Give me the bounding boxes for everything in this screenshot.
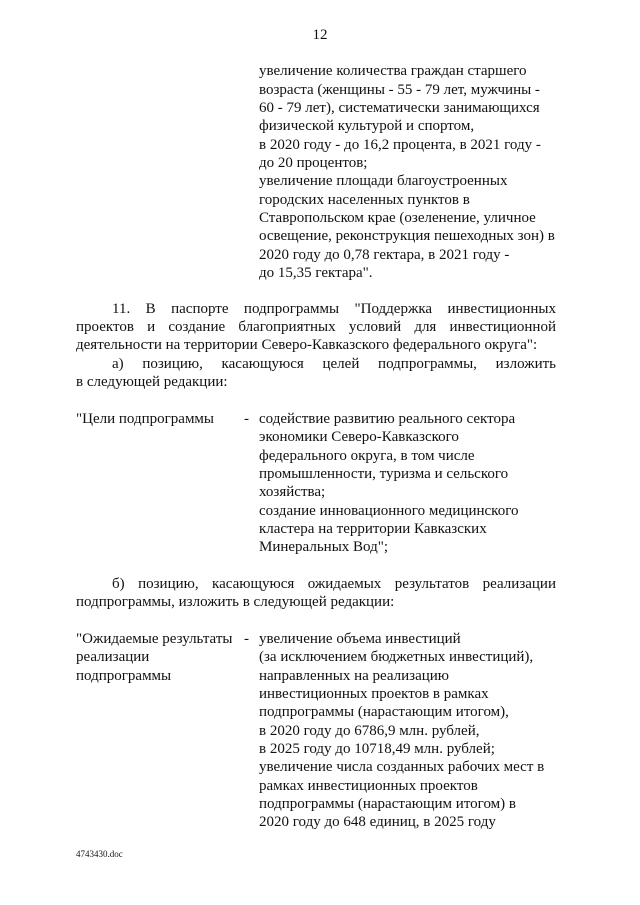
results-dash: - (244, 631, 249, 647)
results-line: 2020 году до 648 единиц, в 2025 году (259, 814, 496, 830)
text-line: 60 - 79 лет), систематически занимающихся (259, 100, 540, 116)
results-line: инвестиционных проектов в рамках (259, 686, 489, 702)
text-line: в 2020 году - до 16,2 процента, в 2021 году - (259, 137, 541, 153)
results-line: (за исключением бюджетных инвестиций), (259, 649, 534, 665)
goals-line: федерального округа, в том числе (259, 448, 475, 464)
paragraph-b-line: б) позицию, касающуюся ожидаемых результатов реализации (112, 576, 556, 592)
paragraph-11-line: 11. В паспорте подпрограммы "Поддержка инвестиционных (112, 301, 556, 317)
text-line: увеличение площади благоустроенных (259, 173, 508, 189)
page-number: 12 (312, 27, 328, 43)
text-line: Ставропольском крае (озеленение, уличное (259, 210, 536, 226)
paragraph-a-line: в следующей редакции: (76, 374, 228, 390)
results-label: "Ожидаемые результаты (76, 631, 233, 647)
results-line: подпрограммы (нарастающим итогом), (259, 704, 509, 720)
results-line: в 2025 году до 10718,49 млн. рублей; (259, 741, 495, 757)
goals-line: создание инновационного медицинского (259, 503, 519, 519)
goals-line: кластера на территории Кавказских (259, 521, 487, 537)
goals-label: "Цели подпрограммы (76, 411, 215, 427)
goals-line: промышленности, туризма и сельского (259, 466, 509, 482)
results-line: увеличение числа созданных рабочих мест в (259, 759, 545, 775)
text-line: до 15,35 гектара". (259, 265, 373, 281)
paragraph-11-line: проектов и создание благоприятных условий для инвестиционной (76, 319, 556, 335)
goals-line: Минеральных Вод"; (259, 539, 389, 555)
footer-filename: 4743430.doc (76, 849, 123, 859)
results-line: рамках инвестиционных проектов (259, 778, 478, 794)
paragraph-11-line: деятельности на территории Северо-Кавказского федерального округа": (76, 337, 538, 353)
results-line: в 2020 году до 6786,9 млн. рублей, (259, 723, 480, 739)
results-label: подпрограммы (76, 668, 172, 684)
results-line: подпрограммы (нарастающим итогом) в (259, 796, 516, 812)
text-line: городских населенных пунктов в (259, 192, 470, 208)
text-line: до 20 процентов; (259, 155, 368, 171)
paragraph-a-line: а) позицию, касающуюся целей подпрограммы, изложить (112, 356, 556, 372)
goals-line: хозяйства; (259, 484, 326, 500)
results-line: увеличение объема инвестиций (259, 631, 461, 647)
results-label: реализации (76, 649, 150, 665)
text-line: увеличение количества граждан старшего (259, 63, 527, 79)
text-line: освещение, реконструкция пешеходных зон) в (259, 228, 555, 244)
goals-dash: - (244, 411, 249, 427)
results-line: направленных на реализацию (259, 668, 450, 684)
paragraph-b-line: подпрограммы, изложить в следующей редакции: (76, 594, 395, 610)
goals-line: экономики Северо-Кавказского (259, 429, 459, 445)
goals-line: содействие развитию реального сектора (259, 411, 516, 427)
text-line: возраста (женщины - 55 - 79 лет, мужчины - (259, 82, 540, 98)
text-line: физической культурой и спортом, (259, 118, 475, 134)
text-line: 2020 году до 0,78 гектара, в 2021 году - (259, 247, 510, 263)
